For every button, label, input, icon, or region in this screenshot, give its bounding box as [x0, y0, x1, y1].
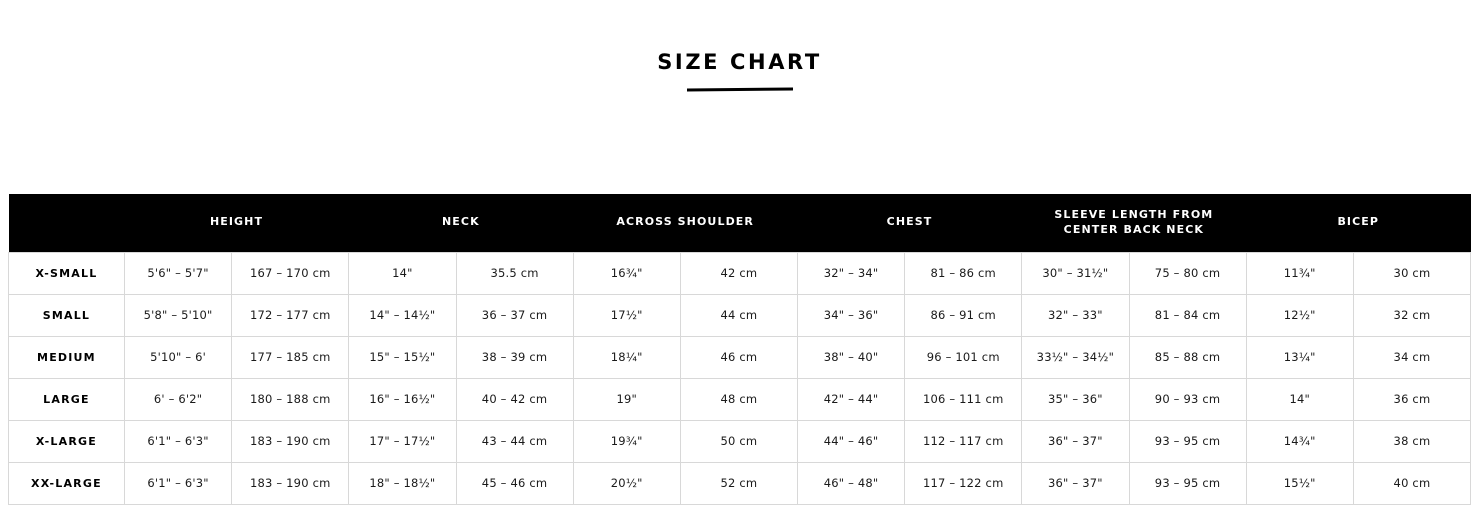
- cell-sleeve-in: 36" – 37": [1022, 420, 1129, 462]
- cell-sleeve-cm: 90 – 93 cm: [1129, 378, 1246, 420]
- cell-height-cm: 177 – 185 cm: [232, 336, 349, 378]
- cell-shoulder-in: 18¼": [573, 336, 680, 378]
- cell-chest-in: 34" – 36": [797, 294, 904, 336]
- cell-shoulder-cm: 52 cm: [680, 462, 797, 504]
- cell-neck-in: 17" – 17½": [349, 420, 456, 462]
- cell-chest-in: 42" – 44": [797, 378, 904, 420]
- cell-sleeve-cm: 75 – 80 cm: [1129, 252, 1246, 294]
- cell-height-cm: 172 – 177 cm: [232, 294, 349, 336]
- table-row: [9, 420, 1471, 462]
- cell-chest-cm: 96 – 101 cm: [905, 336, 1022, 378]
- cell-height-cm: 183 – 190 cm: [232, 462, 349, 504]
- cell-neck-cm: 45 – 46 cm: [456, 462, 573, 504]
- cell-shoulder-in: 16¾": [573, 252, 680, 294]
- cell-bicep-in: 14": [1246, 378, 1353, 420]
- cell-sleeve-in: 36" – 37": [1022, 462, 1129, 504]
- cell-sleeve-in: 35" – 36": [1022, 378, 1129, 420]
- cell-bicep-in: 11¾": [1246, 252, 1353, 294]
- cell-chest-cm: 106 – 111 cm: [905, 378, 1022, 420]
- cell-shoulder-in: 17½": [573, 294, 680, 336]
- cell-neck-cm: 40 – 42 cm: [456, 378, 573, 420]
- cell-neck-in: 15" – 15½": [349, 336, 456, 378]
- cell-height-in: 5'6" – 5'7": [124, 252, 231, 294]
- title-underline: [687, 87, 793, 91]
- cell-chest-cm: 117 – 122 cm: [905, 462, 1022, 504]
- column-header-height: HEIGHT: [124, 194, 348, 252]
- header-row: [9, 194, 1471, 252]
- cell-chest-in: 32" – 34": [797, 252, 904, 294]
- page-title-block: [0, 52, 1479, 91]
- cell-chest-cm: 86 – 91 cm: [905, 294, 1022, 336]
- table-header: [9, 194, 1471, 252]
- cell-sleeve-cm: 93 – 95 cm: [1129, 420, 1246, 462]
- size-chart-table-wrapper: [8, 194, 1471, 505]
- cell-neck-in: 14" – 14½": [349, 294, 456, 336]
- cell-sleeve-cm: 85 – 88 cm: [1129, 336, 1246, 378]
- cell-neck-in: 16" – 16½": [349, 378, 456, 420]
- size-chart-table: [8, 194, 1471, 505]
- row-size-label: SMALL: [9, 294, 125, 336]
- row-size-label: LARGE: [9, 378, 125, 420]
- cell-height-in: 6'1" – 6'3": [124, 462, 231, 504]
- cell-neck-in: 18" – 18½": [349, 462, 456, 504]
- cell-chest-cm: 112 – 117 cm: [905, 420, 1022, 462]
- table-row: [9, 336, 1471, 378]
- cell-height-cm: 167 – 170 cm: [232, 252, 349, 294]
- row-size-label: XX-LARGE: [9, 462, 125, 504]
- table-body: [9, 252, 1471, 504]
- cell-shoulder-in: 19": [573, 378, 680, 420]
- cell-height-in: 5'8" – 5'10": [124, 294, 231, 336]
- cell-neck-cm: 35.5 cm: [456, 252, 573, 294]
- cell-height-cm: 183 – 190 cm: [232, 420, 349, 462]
- cell-height-cm: 180 – 188 cm: [232, 378, 349, 420]
- cell-bicep-cm: 38 cm: [1353, 420, 1470, 462]
- cell-shoulder-cm: 50 cm: [680, 420, 797, 462]
- cell-neck-cm: 38 – 39 cm: [456, 336, 573, 378]
- cell-bicep-cm: 36 cm: [1353, 378, 1470, 420]
- cell-bicep-cm: 32 cm: [1353, 294, 1470, 336]
- column-header-size: [9, 194, 125, 252]
- column-header-bicep: BICEP: [1246, 194, 1470, 252]
- cell-height-in: 6' – 6'2": [124, 378, 231, 420]
- cell-bicep-in: 14¾": [1246, 420, 1353, 462]
- cell-shoulder-cm: 42 cm: [680, 252, 797, 294]
- cell-bicep-in: 13¼": [1246, 336, 1353, 378]
- cell-neck-in: 14": [349, 252, 456, 294]
- cell-chest-in: 44" – 46": [797, 420, 904, 462]
- cell-shoulder-cm: 46 cm: [680, 336, 797, 378]
- row-size-label: MEDIUM: [9, 336, 125, 378]
- cell-height-in: 5'10" – 6': [124, 336, 231, 378]
- cell-shoulder-cm: 48 cm: [680, 378, 797, 420]
- cell-sleeve-in: 32" – 33": [1022, 294, 1129, 336]
- cell-sleeve-in: 33½" – 34½": [1022, 336, 1129, 378]
- cell-bicep-cm: 34 cm: [1353, 336, 1470, 378]
- row-size-label: X-LARGE: [9, 420, 125, 462]
- cell-chest-cm: 81 – 86 cm: [905, 252, 1022, 294]
- cell-sleeve-cm: 93 – 95 cm: [1129, 462, 1246, 504]
- page-title: SIZE CHART: [657, 50, 822, 74]
- column-header-across-shoulder: ACROSS SHOULDER: [573, 194, 797, 252]
- cell-neck-cm: 43 – 44 cm: [456, 420, 573, 462]
- cell-shoulder-cm: 44 cm: [680, 294, 797, 336]
- table-row: [9, 252, 1471, 294]
- table-row: [9, 378, 1471, 420]
- table-row: [9, 462, 1471, 504]
- cell-bicep-cm: 30 cm: [1353, 252, 1470, 294]
- cell-bicep-cm: 40 cm: [1353, 462, 1470, 504]
- row-size-label: X-SMALL: [9, 252, 125, 294]
- cell-chest-in: 46" – 48": [797, 462, 904, 504]
- cell-neck-cm: 36 – 37 cm: [456, 294, 573, 336]
- column-header-sleeve-length: SLEEVE LENGTH FROM CENTER BACK NECK: [1022, 194, 1246, 252]
- cell-bicep-in: 12½": [1246, 294, 1353, 336]
- cell-height-in: 6'1" – 6'3": [124, 420, 231, 462]
- column-header-chest: CHEST: [797, 194, 1021, 252]
- cell-bicep-in: 15½": [1246, 462, 1353, 504]
- cell-chest-in: 38" – 40": [797, 336, 904, 378]
- column-header-neck: NECK: [349, 194, 573, 252]
- cell-shoulder-in: 20½": [573, 462, 680, 504]
- cell-sleeve-in: 30" – 31½": [1022, 252, 1129, 294]
- cell-sleeve-cm: 81 – 84 cm: [1129, 294, 1246, 336]
- table-row: [9, 294, 1471, 336]
- cell-shoulder-in: 19¾": [573, 420, 680, 462]
